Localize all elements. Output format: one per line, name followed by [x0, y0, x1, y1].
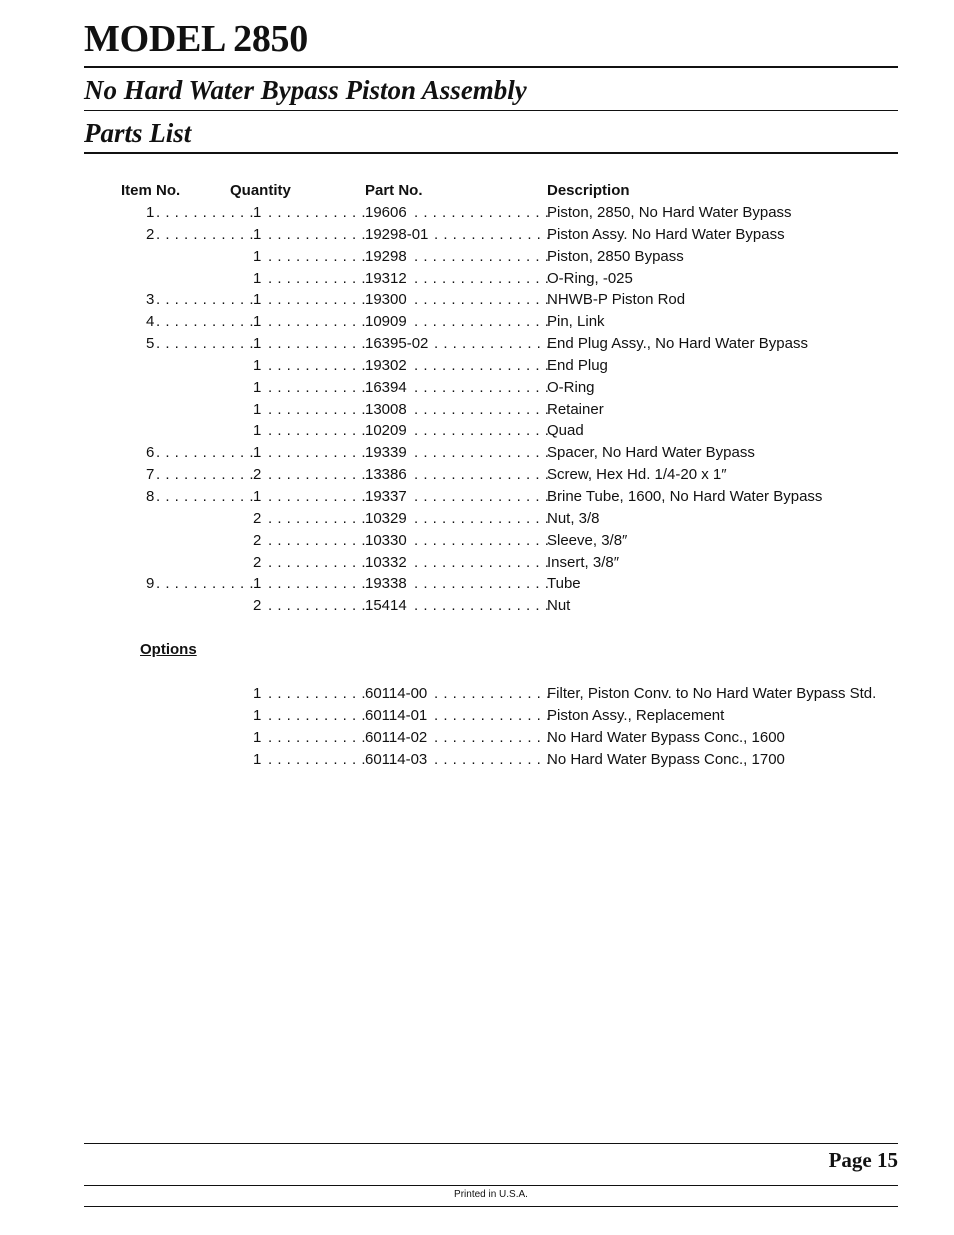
part-number-cell: 10909 — [365, 313, 407, 331]
options-label: Options — [140, 641, 197, 658]
leader-dots: . . . . . . . . . . . — [268, 597, 367, 615]
leader-dots: . . . . . . . . . . . — [156, 466, 255, 484]
item-number: 1 — [146, 204, 155, 221]
leader-dots: . . . . . . . . . . . . . . . — [414, 400, 550, 418]
item-number: 6 — [146, 444, 155, 462]
description-cell: Screw, Hex Hd. 1/4-20 x 1″ — [547, 466, 727, 484]
description-cell: O-Ring, -025 — [547, 269, 633, 287]
leader-dots: . . . . . . . . . . . — [268, 553, 367, 571]
table-row — [0, 749, 954, 771]
leader-dots: . . . . . . . . . . . — [268, 400, 367, 418]
quantity-cell: 1 — [253, 575, 262, 593]
part-number-cell: 13386 — [365, 466, 407, 484]
part-number-cell: 19338 — [365, 575, 407, 593]
quantity-cell: 1 — [253, 269, 262, 287]
table-row — [0, 552, 954, 574]
quantity-cell: 1 — [253, 685, 262, 702]
part-number-cell: 19606 — [365, 204, 407, 221]
part-number-cell: 13008 — [365, 400, 407, 418]
footer-rule-bottom — [84, 1206, 898, 1207]
leader-dots: . . . . . . . . . . . — [268, 728, 367, 746]
part-number-cell: 19339 — [365, 444, 407, 462]
leader-dots: . . . . . . . . . . . — [268, 685, 367, 702]
table-row — [0, 224, 954, 246]
leader-dots: . . . . . . . . . . . . . . . — [414, 247, 550, 265]
description-cell: Quad — [547, 422, 584, 440]
part-number-cell: 60114-03 — [365, 750, 428, 768]
table-row — [0, 595, 954, 617]
leader-dots: . . . . . . . . . . . — [268, 706, 367, 724]
leader-dots: . . . . . . . . . . . — [156, 291, 255, 309]
item-number: 5 — [146, 335, 155, 353]
leader-dots: . . . . . . . . . . . . . — [434, 335, 551, 353]
part-number-cell: 10329 — [365, 509, 407, 527]
quantity-cell: 1 — [253, 706, 262, 724]
quantity-cell: 1 — [253, 444, 262, 462]
parts-list-header — [0, 180, 954, 202]
col-quantity-header: Quantity — [230, 182, 291, 199]
part-number-cell: 10209 — [365, 422, 407, 440]
leader-dots: . . . . . . . . . . . — [268, 335, 367, 353]
description-cell: Tube — [547, 575, 581, 593]
printed-note: Printed in U.S.A. — [454, 1189, 528, 1200]
quantity-cell: 1 — [253, 487, 262, 505]
table-row — [0, 268, 954, 290]
title-rule — [84, 66, 898, 68]
table-row — [0, 311, 954, 333]
leader-dots: . . . . . . . . . . . — [268, 204, 367, 221]
table-row — [0, 464, 954, 486]
description-cell: No Hard Water Bypass Conc., 1700 — [547, 750, 785, 768]
leader-dots: . . . . . . . . . . . — [268, 444, 367, 462]
leader-dots: . . . . . . . . . . . . . . . — [414, 597, 550, 615]
quantity-cell: 1 — [253, 335, 262, 353]
table-row — [0, 442, 954, 464]
quantity-cell: 1 — [253, 313, 262, 331]
table-row — [0, 289, 954, 311]
table-row — [0, 377, 954, 399]
quantity-cell: 2 — [253, 597, 262, 615]
part-number-cell: 19302 — [365, 356, 407, 374]
quantity-cell: 2 — [253, 466, 262, 484]
col-description-header: Description — [547, 182, 630, 199]
table-row — [0, 705, 954, 727]
description-cell: Filter, Piston Conv. to No Hard Water Bypass Std. — [547, 685, 877, 702]
options-rows — [0, 683, 954, 770]
description-cell: Insert, 3/8″ — [547, 553, 620, 571]
subtitle-rule — [84, 110, 898, 111]
leader-dots: . . . . . . . . . . . . . . . — [414, 269, 550, 287]
page-number: Page 15 — [828, 1148, 898, 1172]
leader-dots: . . . . . . . . . . . . . — [434, 728, 551, 746]
description-cell: No Hard Water Bypass Conc., 1600 — [547, 728, 785, 746]
part-number-cell: 19298-01 — [365, 225, 429, 243]
leader-dots: . . . . . . . . . . . . . . . — [414, 378, 550, 396]
leader-dots: . . . . . . . . . . . . . . . — [414, 291, 550, 309]
part-number-cell: 10332 — [365, 553, 407, 571]
table-row — [0, 355, 954, 377]
description-cell: Piston, 2850 Bypass — [547, 247, 684, 265]
item-number: 3 — [146, 291, 155, 309]
part-number-cell: 60114-00 — [365, 685, 428, 702]
quantity-cell: 1 — [253, 728, 262, 746]
table-row — [0, 486, 954, 508]
description-cell: Nut, 3/8 — [547, 509, 600, 527]
col-item-header: Item No. — [121, 182, 181, 199]
parts-list — [0, 180, 954, 617]
leader-dots: . . . . . . . . . . . — [268, 247, 367, 265]
footer-rule-middle — [84, 1185, 898, 1186]
part-number-cell: 19312 — [365, 269, 407, 287]
description-cell: Piston, 2850, No Hard Water Bypass — [547, 204, 792, 221]
part-number-cell: 60114-01 — [365, 706, 428, 724]
part-number-cell: 19300 — [365, 291, 407, 309]
section-rule — [84, 152, 898, 154]
part-number-cell: 15414 — [365, 597, 407, 615]
leader-dots: . . . . . . . . . . . . . — [434, 750, 551, 768]
item-number: 7 — [146, 466, 155, 484]
description-cell: Piston Assy. No Hard Water Bypass — [547, 225, 785, 243]
leader-dots: . . . . . . . . . . . — [268, 291, 367, 309]
description-cell: End Plug Assy., No Hard Water Bypass — [547, 335, 808, 353]
table-row — [0, 573, 954, 595]
leader-dots: . . . . . . . . . . . — [268, 509, 367, 527]
table-row — [0, 246, 954, 268]
table-row — [0, 202, 954, 224]
leader-dots: . . . . . . . . . . . — [268, 225, 367, 243]
part-number-cell: 19337 — [365, 487, 407, 505]
item-number: 9 — [146, 575, 155, 593]
leader-dots: . . . . . . . . . . . . . . . — [414, 422, 550, 440]
item-number: 4 — [146, 313, 155, 331]
description-cell: Piston Assy., Replacement — [547, 706, 725, 724]
leader-dots: . . . . . . . . . . . — [268, 356, 367, 374]
part-number-cell: 16395-02 — [365, 335, 429, 353]
leader-dots: . . . . . . . . . . . . . . . — [414, 466, 550, 484]
col-part-header: Part No. — [365, 182, 423, 199]
leader-dots: . . . . . . . . . . . — [156, 225, 255, 243]
leader-dots: . . . . . . . . . . . . . . . — [414, 356, 550, 374]
leader-dots: . . . . . . . . . . . — [156, 204, 255, 221]
assembly-subtitle: No Hard Water Bypass Piston Assembly — [84, 75, 527, 105]
leader-dots: . . . . . . . . . . . — [268, 487, 367, 505]
leader-dots: . . . . . . . . . . . — [268, 422, 367, 440]
description-cell: End Plug — [547, 356, 608, 374]
leader-dots: . . . . . . . . . . . . . — [434, 685, 551, 702]
item-number: 8 — [146, 487, 155, 505]
leader-dots: . . . . . . . . . . . — [156, 335, 255, 353]
description-cell: NHWB-P Piston Rod — [547, 291, 686, 309]
quantity-cell: 1 — [253, 750, 262, 768]
leader-dots: . . . . . . . . . . . — [268, 575, 367, 593]
table-row — [0, 399, 954, 421]
page-title: MODEL 2850 — [84, 18, 308, 60]
leader-dots: . . . . . . . . . . . . . . . — [414, 487, 550, 505]
quantity-cell: 1 — [253, 378, 262, 396]
table-row — [0, 333, 954, 355]
quantity-cell: 1 — [253, 400, 262, 418]
leader-dots: . . . . . . . . . . . — [268, 269, 367, 287]
description-cell: Brine Tube, 1600, No Hard Water Bypass — [547, 487, 823, 505]
leader-dots: . . . . . . . . . . . . . . . — [414, 531, 550, 549]
table-row — [0, 727, 954, 749]
leader-dots: . . . . . . . . . . . . . . . — [414, 313, 550, 331]
leader-dots: . . . . . . . . . . . — [268, 313, 367, 331]
leader-dots: . . . . . . . . . . . — [156, 313, 255, 331]
leader-dots: . . . . . . . . . . . . . . . — [414, 509, 550, 527]
quantity-cell: 1 — [253, 204, 262, 221]
table-row — [0, 420, 954, 442]
leader-dots: . . . . . . . . . . . . . . . — [414, 553, 550, 571]
quantity-cell: 2 — [253, 531, 262, 549]
leader-dots: . . . . . . . . . . . . . — [434, 706, 551, 724]
quantity-cell: 1 — [253, 356, 262, 374]
leader-dots: . . . . . . . . . . . . . . . — [414, 204, 550, 221]
quantity-cell: 1 — [253, 422, 262, 440]
quantity-cell: 1 — [253, 247, 262, 265]
quantity-cell: 1 — [253, 291, 262, 309]
description-cell: Retainer — [547, 400, 604, 418]
leader-dots: . . . . . . . . . . . — [268, 466, 367, 484]
leader-dots: . . . . . . . . . . . — [156, 487, 255, 505]
item-number: 2 — [146, 225, 155, 243]
description-cell: O-Ring — [547, 378, 595, 396]
table-row — [0, 530, 954, 552]
description-cell: Sleeve, 3/8″ — [547, 531, 628, 549]
table-row — [0, 508, 954, 530]
leader-dots: . . . . . . . . . . . — [268, 750, 367, 768]
leader-dots: . . . . . . . . . . . — [268, 531, 367, 549]
leader-dots: . . . . . . . . . . . — [156, 444, 255, 462]
leader-dots: . . . . . . . . . . . — [156, 575, 255, 593]
description-cell: Pin, Link — [547, 313, 605, 331]
part-number-cell: 10330 — [365, 531, 407, 549]
part-number-cell: 16394 — [365, 378, 407, 396]
section-title: Parts List — [84, 118, 192, 148]
quantity-cell: 1 — [253, 225, 262, 243]
footer-rule-top — [84, 1143, 898, 1144]
table-row — [0, 683, 954, 705]
leader-dots: . . . . . . . . . . . — [268, 378, 367, 396]
leader-dots: . . . . . . . . . . . . . . . — [414, 575, 550, 593]
parts-rows — [0, 202, 954, 617]
leader-dots: . . . . . . . . . . . . . — [434, 225, 551, 243]
quantity-cell: 2 — [253, 553, 262, 571]
quantity-cell: 2 — [253, 509, 262, 527]
description-cell: Spacer, No Hard Water Bypass — [547, 444, 755, 462]
part-number-cell: 19298 — [365, 247, 407, 265]
description-cell: Nut — [547, 597, 571, 615]
leader-dots: . . . . . . . . . . . . . . . — [414, 444, 550, 462]
part-number-cell: 60114-02 — [365, 728, 428, 746]
